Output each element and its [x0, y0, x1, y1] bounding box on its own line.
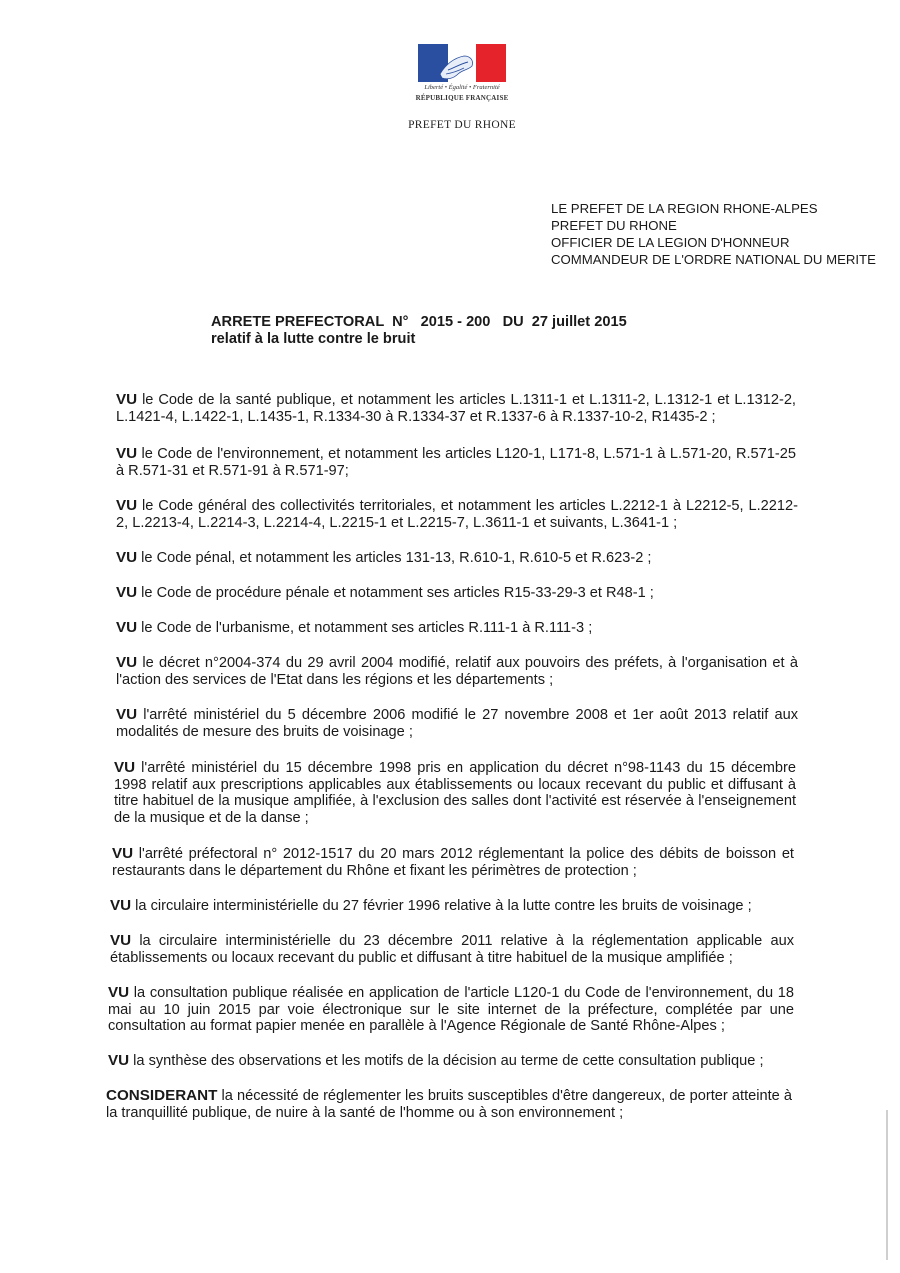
republic-motto: Liberté • Égalité • Fraternité	[424, 84, 500, 91]
arrete-title: ARRETE PREFECTORAL N° 2015 - 200 DU 27 juillet 2015	[211, 314, 627, 330]
visa-text: la circulaire interministérielle du 23 décembre 2011 relative à la réglementation applicable aux établissements ou locaux recevant du public et diffusant à titre habituel de la musique amplifiée ;	[110, 933, 794, 966]
visa-text: le décret n°2004-374 du 29 avril 2004 modifié, relatif aux pouvoirs des préfets, à l'organisation et à l'action des services de l'Etat dans les régions et les départements ;	[116, 655, 798, 688]
visa-paragraph	[116, 392, 796, 425]
visa-paragraph	[116, 550, 798, 567]
visa-lead: VU	[108, 1052, 130, 1069]
visa-paragraph	[116, 446, 796, 479]
visa-lead: VU	[114, 759, 136, 776]
republic-name: RÉPUBLIQUE FRANÇAISE	[415, 94, 509, 102]
visa-lead: VU	[116, 497, 138, 514]
visa-lead: VU	[112, 845, 134, 862]
visa-lead: VU	[116, 549, 138, 566]
visa-text: la consultation publique réalisée en application de l'article L120-1 du Code de l'environnement, du 18 mai au 10 juin 2015 par voie électronique sur le site internet de la préfecture, complétée par une consultation au format papier menée en parallèle à l'Agence Régionale de Santé Rhône-Alpes ;	[108, 985, 794, 1035]
scan-margin-line	[886, 1110, 888, 1260]
prefect-title-line: LE PREFET DE LA REGION RHONE-ALPES	[551, 201, 818, 216]
visa-paragraph	[108, 985, 794, 1035]
prefect-title-line: COMMANDEUR DE L'ORDRE NATIONAL DU MERITE	[551, 252, 876, 267]
arrete-heading	[211, 314, 627, 348]
visa-text: l'arrêté ministériel du 5 décembre 2006 modifié le 27 novembre 2008 et 1er août 2013 relatif aux modalités de mesure des bruits de voisinage ;	[116, 707, 798, 740]
visa-text: la synthèse des observations et les motifs de la décision au terme de cette consultation publique ;	[129, 1053, 764, 1069]
visa-lead: VU	[116, 584, 138, 601]
visa-text: le Code général des collectivités territoriales, et notamment les articles L.2212-1 à L2212-5, L.2212-2, L.2213-4, L.2214-3, L.2214-4, L.2215-1 et L.2215-7, L.3611-1 et suivants, L.3641-1 ;	[116, 498, 798, 531]
visa-lead: VU	[110, 897, 132, 914]
visa-text: le Code pénal, et notamment les articles 131-13, R.610-1, R.610-5 et R.623-2 ;	[137, 550, 652, 566]
visa-paragraph	[116, 620, 798, 637]
considerant-text: la nécessité de réglementer les bruits susceptibles d'être dangereux, de porter atteinte à la tranquillité publique, de nuire à la santé de l'homme ou à son environnement ;	[106, 1088, 792, 1121]
marianne-flag-icon	[418, 44, 506, 82]
prefect-title-line: PREFET DU RHONE	[551, 218, 677, 233]
prefecture-name: PREFET DU RHONE	[408, 119, 516, 131]
visa-paragraph	[110, 898, 794, 915]
prefect-title-line: OFFICIER DE LA LEGION D'HONNEUR	[551, 235, 790, 250]
visa-text: le Code de l'environnement, et notamment les articles L120-1, L171-8, L.571-1 à L.571-20, R.571-25 à R.571-31 et R.571-91 à R.571-97;	[116, 446, 796, 479]
visa-lead: VU	[116, 445, 138, 462]
arrete-subject: relatif à la lutte contre le bruit	[211, 331, 416, 347]
considerant-lead: CONSIDERANT	[106, 1087, 218, 1104]
visa-paragraph	[112, 846, 794, 879]
visa-lead: VU	[116, 706, 138, 723]
visa-text: le Code de la santé publique, et notamment les articles L.1311-1 et L.1311-2, L.1312-1 et L.1312-2, L.1421-4, L.1422-1, L.1435-1, R.1334-30 à R.1334-37 et R.1337-6 à R.1337-10-2, R1435-2 ;	[116, 392, 796, 425]
visa-paragraph	[116, 707, 798, 740]
visa-text: l'arrêté ministériel du 15 décembre 1998 pris en application du décret n°98-1143 du 15 décembre 1998 relatif aux prescriptions applicables aux établissements ou locaux recevant du public et diffusant à titre habituel de la musique amplifiée, à l'exclusion des salles dont l'activité est réservée à l'enseignement de la musique et de la danse ;	[114, 760, 796, 826]
visa-paragraph	[116, 585, 798, 602]
visa-lead: VU	[108, 984, 130, 1001]
visa-text: le Code de l'urbanisme, et notamment ses articles R.111-1 à R.111-3 ;	[137, 620, 593, 636]
visa-text: l'arrêté préfectoral n° 2012-1517 du 20 mars 2012 réglementant la police des débits de boisson et restaurants dans le département du Rhône et fixant les périmètres de protection ;	[112, 846, 794, 879]
visa-lead: VU	[110, 932, 132, 949]
visa-paragraph	[116, 498, 798, 531]
visa-lead: VU	[116, 654, 138, 671]
considerant-paragraph	[106, 1088, 792, 1121]
visa-paragraph	[108, 1053, 794, 1070]
visa-lead: VU	[116, 619, 138, 636]
prefect-titles	[551, 200, 876, 268]
visa-text: la circulaire interministérielle du 27 février 1996 relative à la lutte contre les bruits de voisinage ;	[131, 898, 752, 914]
visa-lead: VU	[116, 391, 138, 408]
visa-text: le Code de procédure pénale et notamment ses articles R15-33-29-3 et R48-1 ;	[137, 585, 654, 601]
visa-paragraph	[116, 655, 798, 688]
visa-paragraph	[114, 760, 796, 826]
visa-paragraph	[110, 933, 794, 966]
